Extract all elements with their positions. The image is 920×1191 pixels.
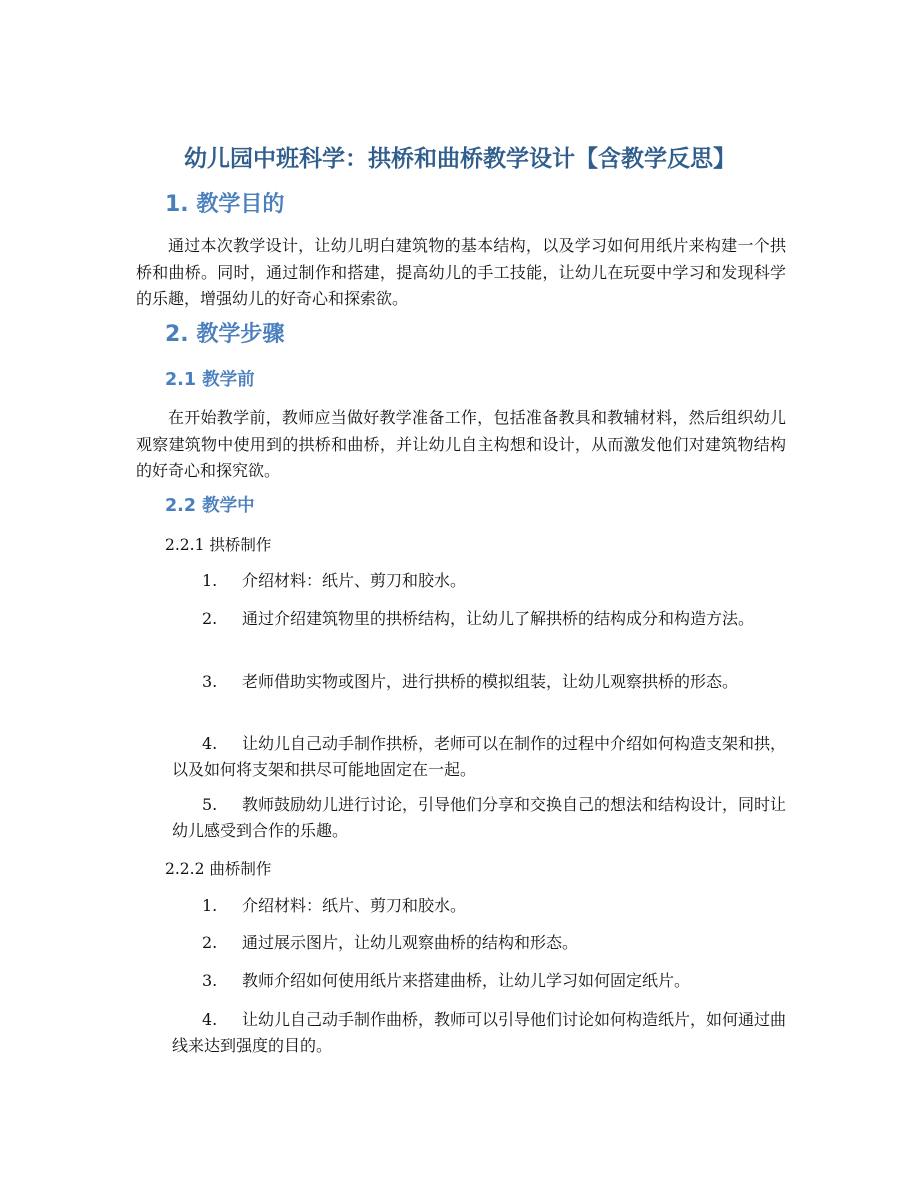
before-paragraph: 在开始教学前，教师应当做好教学准备工作，包括准备教具和教辅材料，然后组织幼儿观察建筑物中使用到的拱桥和曲桥，并让幼儿自主构想和设计，从而激发他们对建筑物结构的好奇心和探究欲。 xyxy=(136,408,786,480)
list-number: 3. xyxy=(202,971,218,990)
list-item xyxy=(172,669,788,695)
list-text: 让幼儿自己动手制作拱桥，老师可以在制作的过程中介绍如何构造支架和拱，以及如何将支架和拱尽可能地固定在一起。 xyxy=(172,734,787,779)
arch-bridge-heading: 2.2.1 拱桥制作 xyxy=(165,536,272,554)
list-number: 5. xyxy=(202,795,218,814)
subsection-heading-before: 2.1 教学前 xyxy=(165,370,255,390)
list-text: 通过介绍建筑物里的拱桥结构，让幼儿了解拱桥的结构成分和构造方法。 xyxy=(242,609,755,628)
list-item xyxy=(172,792,788,844)
section-heading-objectives: 1. 教学目的 xyxy=(165,192,285,217)
list-text: 介绍材料：纸片、剪刀和胶水。 xyxy=(242,571,467,590)
list-item xyxy=(172,968,788,994)
list-text: 通过展示图片，让幼儿观察曲桥的结构和形态。 xyxy=(242,933,579,952)
list-number: 2. xyxy=(202,933,218,952)
curved-bridge-heading: 2.2.2 曲桥制作 xyxy=(165,860,272,878)
section-heading-steps: 2. 教学步骤 xyxy=(165,322,285,347)
list-item xyxy=(172,606,788,632)
list-item xyxy=(172,893,788,919)
list-text: 老师借助实物或图片，进行拱桥的模拟组装，让幼儿观察拱桥的形态。 xyxy=(242,672,739,691)
page-title: 幼儿园中班科学：拱桥和曲桥教学设计【含教学反思】 xyxy=(184,146,736,172)
list-item xyxy=(172,930,788,956)
list-text: 教师介绍如何使用纸片来搭建曲桥，让幼儿学习如何固定纸片。 xyxy=(242,971,691,990)
list-text: 介绍材料：纸片、剪刀和胶水。 xyxy=(242,896,467,915)
objectives-paragraph: 通过本次教学设计，让幼儿明白建筑物的基本结构，以及学习如何用纸片来构建一个拱桥和曲桥。同时，通过制作和搭建，提高幼儿的手工技能，让幼儿在玩耍中学习和发现科学的乐趣，增强幼儿的好奇心和探索欲。 xyxy=(136,236,786,308)
list-number: 1. xyxy=(202,571,218,590)
list-item xyxy=(172,568,788,594)
list-number: 4. xyxy=(202,734,218,753)
list-number: 2. xyxy=(202,609,218,628)
list-number: 4. xyxy=(202,1010,218,1029)
list-item xyxy=(172,1007,788,1059)
list-text: 教师鼓励幼儿进行讨论，引导他们分享和交换自己的想法和结构设计，同时让幼儿感受到合作的乐趣。 xyxy=(172,795,787,840)
list-number: 1. xyxy=(202,896,218,915)
list-item xyxy=(172,731,788,783)
list-number: 3. xyxy=(202,672,218,691)
subsection-heading-during: 2.2 教学中 xyxy=(165,496,255,516)
list-text: 让幼儿自己动手制作曲桥，教师可以引导他们讨论如何构造纸片，如何通过曲线来达到强度的目的。 xyxy=(172,1010,787,1055)
